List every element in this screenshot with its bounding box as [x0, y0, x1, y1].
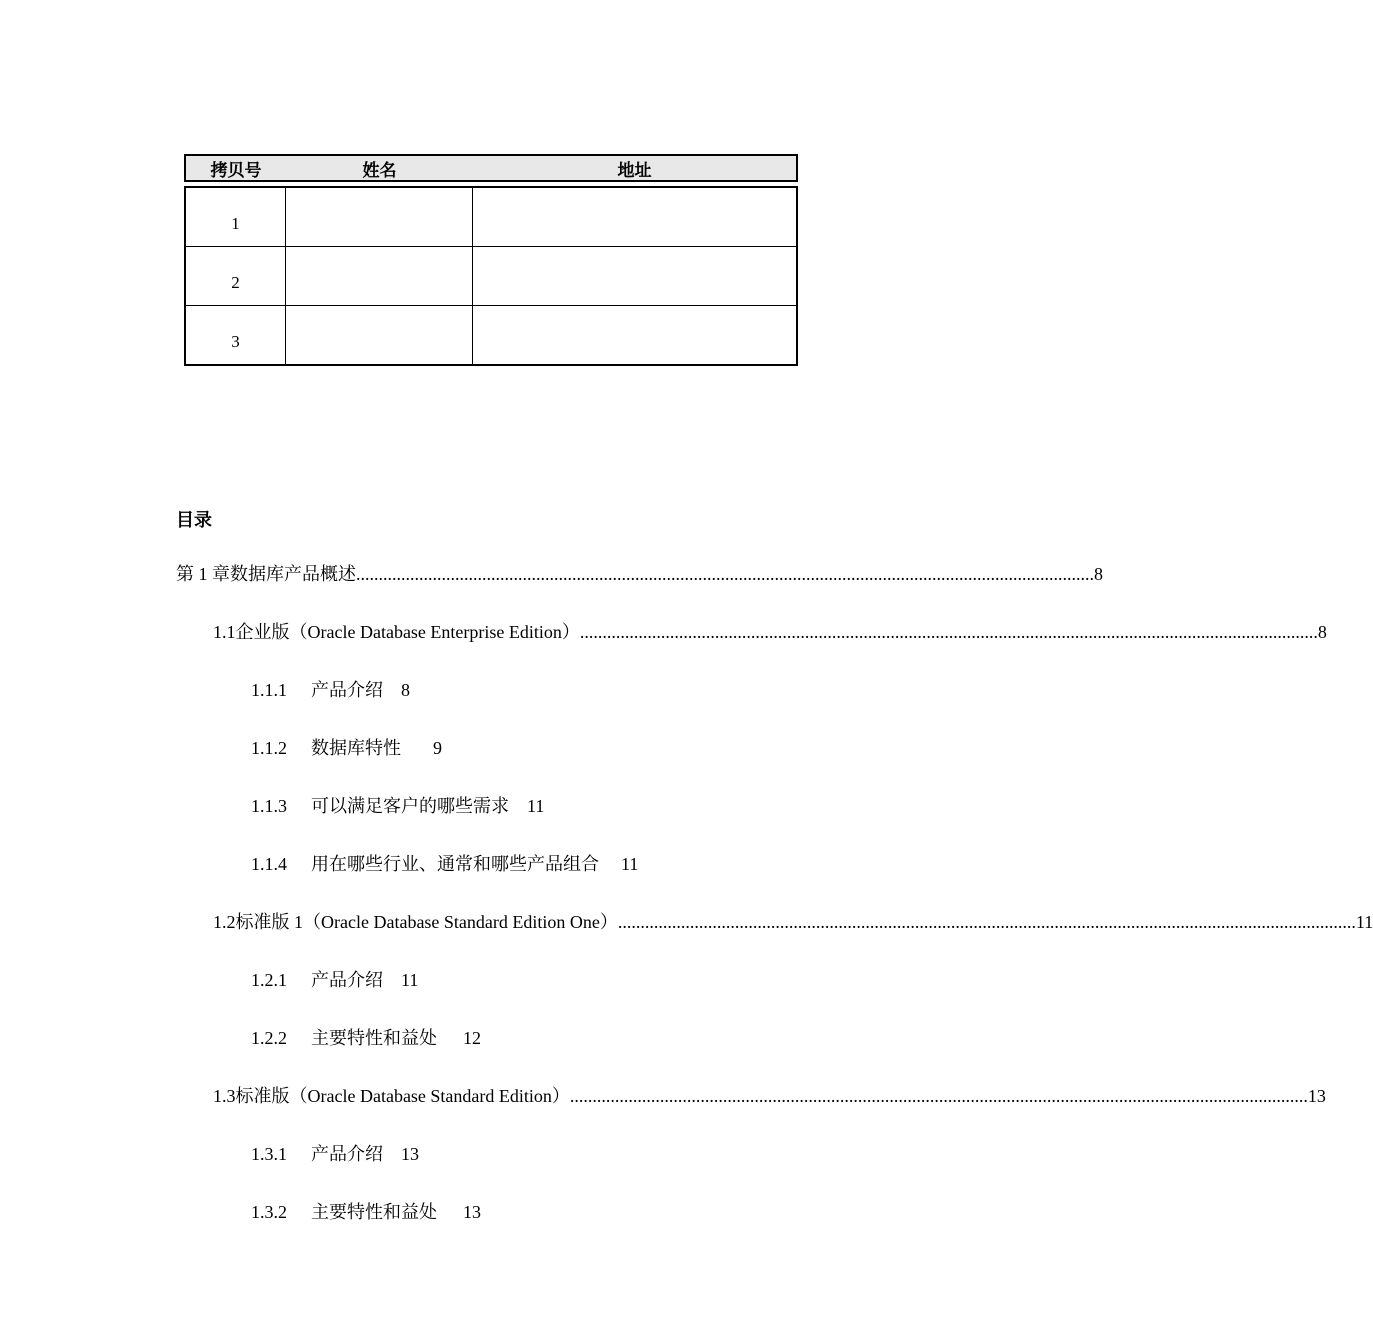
toc-number: 1.1	[213, 622, 236, 642]
toc-title-text: 产品介绍	[311, 970, 383, 990]
name-cell	[286, 306, 473, 364]
copy-no-cell: 3	[186, 306, 286, 364]
toc-title-text: 用在哪些行业、通常和哪些产品组合	[311, 854, 599, 874]
leader-dots: ....................................................................................................................................................................	[579, 622, 1318, 642]
toc-entry-section[interactable]	[213, 1084, 1326, 1108]
toc-number: 1.1.3	[251, 796, 287, 816]
toc-title-text: 可以满足客户的哪些需求	[311, 796, 509, 816]
toc-entry-subsection[interactable]	[251, 1142, 419, 1166]
address-cell	[473, 306, 796, 364]
table-header	[184, 154, 798, 182]
copy-no-cell: 1	[186, 188, 286, 246]
toc-page: 11	[621, 854, 639, 874]
toc-entry-chapter[interactable]	[176, 562, 1103, 586]
toc-number: 1.1.2	[251, 738, 287, 758]
leader-dots: ....................................................................................................................................................................	[617, 912, 1356, 932]
toc-title-text: 主要特性和益处	[311, 1202, 437, 1222]
table-row	[186, 188, 796, 247]
toc-title-text: 数据库产品概述	[230, 564, 356, 584]
header-copy-no: 拷贝号	[210, 160, 262, 180]
toc-entry-section[interactable]	[213, 620, 1327, 644]
name-cell	[286, 188, 473, 246]
toc-entry-subsection[interactable]	[251, 794, 544, 818]
toc-title: 目录	[176, 510, 212, 530]
toc-page: 13	[1307, 1086, 1326, 1106]
toc-number: 1.2	[213, 912, 236, 932]
toc-title-text: 标准版 1（Oracle Database Standard Edition One）	[235, 912, 618, 932]
toc-page: 13	[463, 1202, 481, 1222]
toc-page: 9	[433, 738, 442, 758]
copy-no-cell: 2	[186, 247, 286, 305]
address-cell	[473, 188, 796, 246]
toc-page: 11	[527, 796, 545, 816]
toc-title-text: 产品介绍	[311, 1144, 383, 1164]
toc-entry-subsection[interactable]	[251, 968, 418, 992]
address-cell	[473, 247, 796, 305]
toc-page: 8	[1094, 564, 1103, 584]
toc-number: 1.1.4	[251, 854, 287, 874]
toc-number: 1.3.2	[251, 1202, 287, 1222]
toc-entry-subsection[interactable]	[251, 852, 638, 876]
toc-number: 1.2.2	[251, 1028, 287, 1048]
toc-page: 11	[401, 970, 419, 990]
toc-number: 第 1 章	[176, 564, 230, 584]
toc-number: 1.1.1	[251, 680, 287, 700]
header-address: 地址	[617, 160, 652, 180]
toc-entry-subsection[interactable]	[251, 678, 410, 702]
table-row	[186, 247, 796, 306]
toc-page: 8	[401, 680, 410, 700]
toc-title-text: 主要特性和益处	[311, 1028, 437, 1048]
toc-entry-section[interactable]	[213, 910, 1373, 934]
toc-page: 11	[1355, 912, 1373, 932]
toc-title-text: 数据库特性	[311, 738, 401, 758]
table-body	[184, 186, 798, 366]
table-row	[186, 306, 796, 364]
copy-distribution-table	[184, 154, 798, 366]
toc-title-text: 企业版（Oracle Database Enterprise Edition）	[235, 622, 580, 642]
name-cell	[286, 247, 473, 305]
toc-number: 1.3.1	[251, 1144, 287, 1164]
toc-title-text: 标准版（Oracle Database Standard Edition）	[235, 1086, 570, 1106]
toc-entry-subsection[interactable]	[251, 1200, 481, 1224]
toc-page: 8	[1317, 622, 1327, 642]
toc-page: 12	[463, 1028, 481, 1048]
toc-title-text: 产品介绍	[311, 680, 383, 700]
toc-entry-subsection[interactable]	[251, 1026, 481, 1050]
toc-page: 13	[401, 1144, 419, 1164]
header-name: 姓名	[362, 160, 397, 180]
leader-dots: ....................................................................................................................................................................	[356, 564, 1094, 584]
leader-dots: ....................................................................................................................................................................	[569, 1086, 1308, 1106]
toc-number: 1.3	[213, 1086, 236, 1106]
toc-entry-subsection[interactable]	[251, 736, 442, 760]
toc-number: 1.2.1	[251, 970, 287, 990]
